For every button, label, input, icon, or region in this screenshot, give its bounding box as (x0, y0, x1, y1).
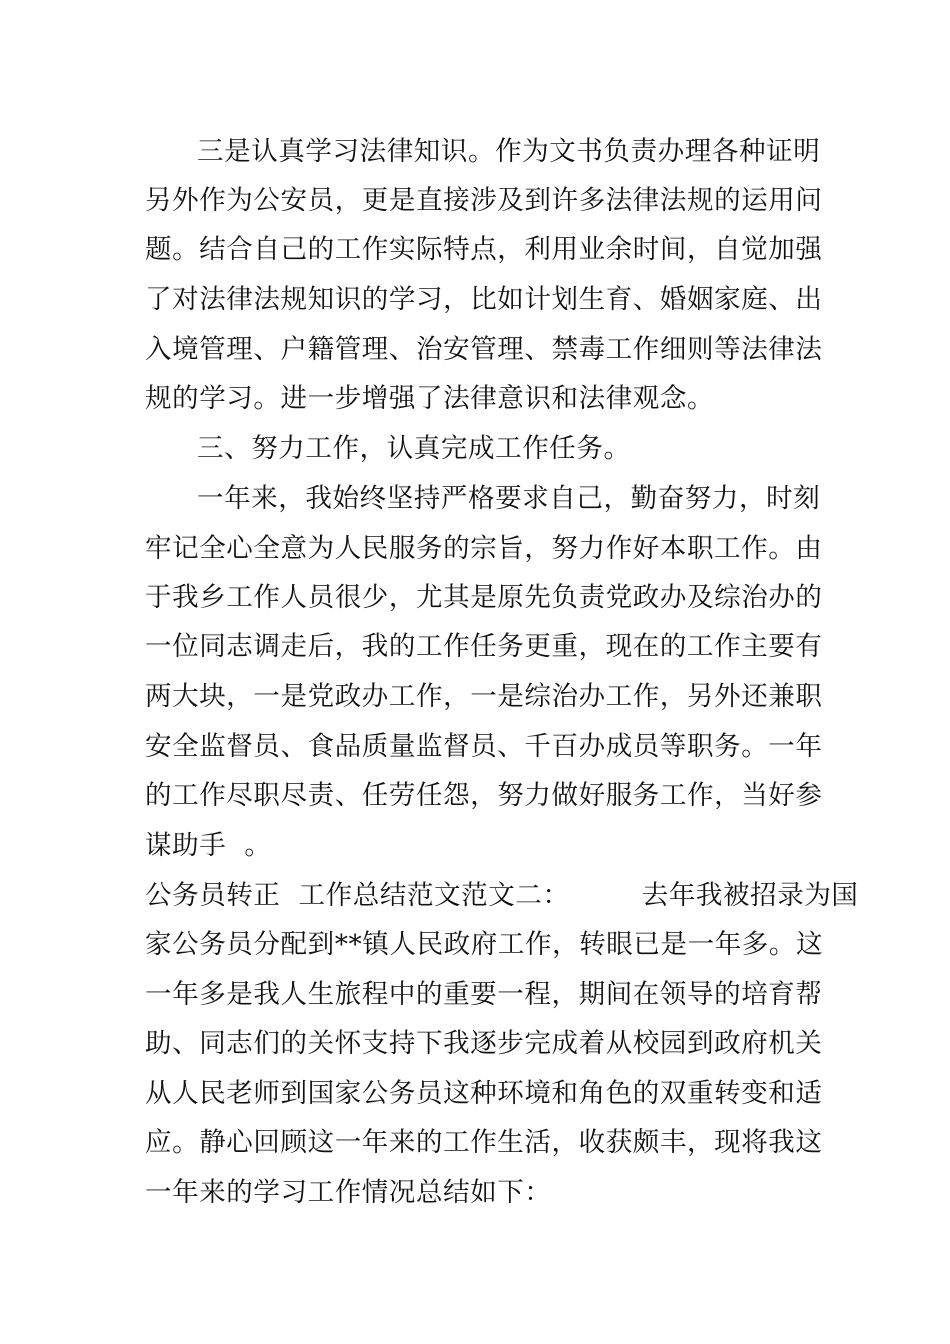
text-line: 两大块，一是党政办工作，一是综治办工作，另外还兼职 (145, 681, 823, 712)
text-line: 三是认真学习法律知识。作为文书负责办理各种证明 (197, 136, 821, 167)
text-line: 了对法律法规知识的学习，比如计划生育、婚姻家庭、出 (145, 284, 823, 315)
text-line: 助、同志们的关怀支持下我逐步完成着从校园到政府机关 (145, 1028, 823, 1059)
text-line: 规的学习。进一步增强了法律意识和法律观念。 (145, 383, 715, 414)
text-line: 一年多是我人生旅程中的重要一程，期间在领导的培育帮 (145, 979, 823, 1010)
text-line: 的工作尽职尽责、任劳任怨，努力做好服务工作，当好参 (145, 780, 823, 811)
text-line: 于我乡工作人员很少，尤其是原先负责党政办及综治办的 (145, 582, 823, 613)
text-line: 公务员转正 工作总结范文范文二： 去年我被招录为国 (145, 880, 859, 911)
text-line: 应。静心回顾这一年来的工作生活，收获颇丰，现将我这 (145, 1127, 823, 1158)
text-line: 入境管理、户籍管理、治安管理、禁毒工作细则等法律法 (145, 334, 823, 365)
text-line: 牢记全心全意为人民服务的宗旨，努力作好本职工作。由 (145, 533, 823, 564)
text-line: 家公务员分配到**镇人民政府工作，转眼已是一年多。这 (145, 929, 824, 960)
text-line: 安全监督员、食品质量监督员、千百办成员等职务。一年 (145, 731, 823, 762)
text-line: 从人民老师到国家公务员这种环境和角色的双重转变和适 (145, 1078, 823, 1109)
text-line: 一年来，我始终坚持严格要求自己，勤奋努力，时刻 (197, 483, 821, 514)
text-line: 题。结合自己的工作实际特点，利用业余时间，自觉加强 (145, 234, 823, 265)
text-line: 一年来的学习工作情况总结如下： (145, 1177, 552, 1208)
text-line: 一位同志调走后，我的工作任务更重，现在的工作主要有 (145, 631, 823, 662)
text-line: 另外作为公安员，更是直接涉及到许多法律法规的运用问 (145, 185, 823, 216)
text-line: 谋助手 。 (145, 830, 272, 861)
section-heading: 三、努力工作，认真完成工作任务。 (197, 433, 631, 464)
